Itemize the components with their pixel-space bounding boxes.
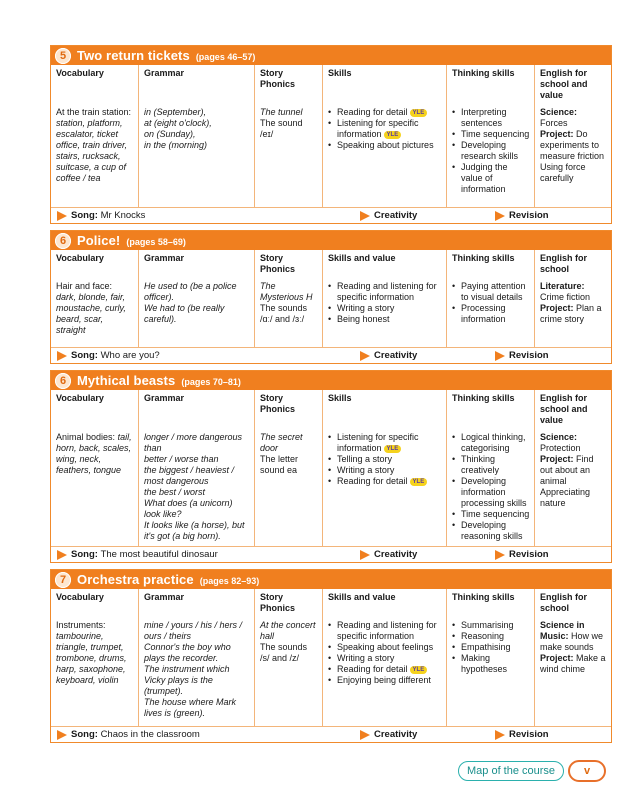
phonics-line: At the concert hall: [260, 620, 316, 641]
song-label: Song:: [71, 729, 98, 740]
content-row: [51, 277, 611, 347]
skills-list: [328, 107, 442, 151]
column-header-row: [51, 390, 611, 428]
skill-text: Telling a story: [337, 454, 393, 464]
arrow-icon: [360, 211, 370, 221]
column-header: Story Phonics: [255, 65, 323, 103]
column-header: Grammar: [139, 65, 255, 103]
column-header: Skills: [323, 65, 447, 103]
creativity-link[interactable]: [360, 549, 417, 560]
vocabulary-topic: Instruments:: [56, 620, 106, 630]
skill-text: Enjoying being different: [337, 675, 431, 685]
skill-item: [328, 314, 442, 325]
thinking-item: • Summarising: [452, 620, 530, 631]
phonics-cell: [255, 616, 323, 726]
school-entry: [540, 653, 607, 675]
thinking-item: • Empathising: [452, 642, 530, 653]
skills-cell: [323, 277, 447, 347]
grammar-line: mine / yours / his / hers / ours / theirs: [144, 620, 243, 641]
thinking-list: [452, 107, 530, 195]
revision-link[interactable]: [495, 729, 549, 740]
grammar-line: He used to (be a police officer).: [144, 281, 237, 302]
skill-item: [328, 107, 442, 118]
revision-link[interactable]: [495, 210, 549, 221]
thinking-item: • Developing research skills: [452, 140, 530, 162]
school-label: Project:: [540, 303, 574, 313]
content-row: [51, 428, 611, 546]
school-cell: [535, 277, 611, 347]
skill-item: [328, 653, 442, 664]
arrow-icon: [495, 351, 505, 361]
creativity-label: Creativity: [374, 549, 418, 560]
school-label: Science:: [540, 107, 578, 117]
unit-number-badge: 6: [55, 233, 71, 249]
skill-text: Listening for specific information: [337, 118, 419, 139]
column-header: English for school: [540, 592, 587, 613]
arrow-icon: [360, 550, 370, 560]
school-entry: [540, 107, 607, 129]
column-header: Story Phonics: [255, 589, 323, 616]
page-number: v: [568, 760, 606, 782]
revision-link[interactable]: [495, 350, 549, 361]
school-label: Literature:: [540, 281, 585, 291]
thinking-item: • Time sequencing: [452, 129, 530, 140]
grammar-line: longer / more dangerous than: [144, 432, 243, 453]
grammar-line: better / worse than: [144, 454, 219, 464]
unit-title: Mythical beasts: [77, 373, 176, 388]
skill-item: [328, 642, 442, 653]
vocabulary-words: tambourine, triangle, trumpet, trombone, drums, harp, saxophone, keyboard, violin: [56, 631, 127, 685]
grammar-line: in (September),: [144, 107, 207, 117]
arrow-icon: [57, 211, 67, 221]
skill-text: Writing a story: [337, 303, 395, 313]
grammar-line: Connor's the boy who plays the recorder.: [144, 642, 231, 663]
arrow-icon: [57, 730, 67, 740]
vocabulary-cell: [51, 277, 139, 347]
column-header: Vocabulary: [51, 589, 139, 616]
thinking-cell: [447, 428, 535, 546]
phonics-cell: [255, 428, 323, 546]
school-text: Appreciating nature: [540, 487, 591, 508]
skill-item: [328, 140, 442, 151]
skill-item: [328, 454, 442, 465]
grammar-line: on (Sunday),: [144, 129, 196, 139]
unit-footer: [51, 347, 611, 363]
skill-text: Reading for detail: [337, 107, 408, 117]
content-row: [51, 103, 611, 207]
creativity-link[interactable]: [360, 350, 417, 361]
map-of-course-link[interactable]: Map of the course: [458, 761, 564, 781]
song-link[interactable]: [57, 729, 200, 740]
school-entry: [540, 620, 607, 653]
skill-item: [328, 432, 442, 454]
grammar-line: the biggest / heaviest / most dangerous: [144, 465, 235, 486]
school-text: Protection: [540, 443, 581, 453]
skill-text: Writing a story: [337, 465, 395, 475]
school-label: Project:: [540, 454, 574, 464]
phonics-line: /eɪ/: [260, 129, 274, 139]
creativity-label: Creativity: [374, 210, 418, 221]
unit-header: [51, 46, 611, 65]
song-label: Song:: [71, 549, 98, 560]
unit-header: [51, 371, 611, 390]
arrow-icon: [495, 211, 505, 221]
phonics-line: The tunnel: [260, 107, 303, 117]
unit-number-badge: 6: [55, 373, 71, 389]
skill-item: [328, 675, 442, 686]
unit-number-badge: 7: [55, 572, 71, 588]
unit-header: [51, 231, 611, 250]
vocabulary-words: dark, blonde, fair, moustache, curly, beard, scar, straight: [56, 292, 126, 335]
school-text: Make a wind chime: [540, 653, 606, 674]
column-header: English for school and value: [540, 68, 588, 100]
revision-label: Revision: [509, 350, 549, 361]
school-text: Plan a crime story: [540, 303, 602, 324]
column-header: Skills: [323, 390, 447, 428]
skill-text: Reading and listening for specific information: [337, 281, 437, 302]
creativity-link[interactable]: [360, 729, 417, 740]
vocabulary-words: station, platform, escalator, ticket office, train driver, stairs, rucksack, suitcase, a cup of coffee / tea: [56, 118, 128, 183]
skill-text: Reading and listening for specific information: [337, 620, 437, 641]
grammar-line: the best / worst: [144, 487, 206, 497]
column-header: Skills and value: [323, 250, 447, 277]
unit-section: [50, 230, 612, 364]
school-text: Do experiments to measure friction: [540, 129, 605, 161]
grammar-line: in the (morning): [144, 140, 208, 150]
column-header: Story Phonics: [255, 390, 323, 428]
creativity-label: Creativity: [374, 729, 418, 740]
phonics-line: The sounds: [260, 303, 308, 313]
skill-item: [328, 281, 442, 303]
skill-text: Speaking about feelings: [337, 642, 434, 652]
school-text: Find out about an animal: [540, 454, 594, 486]
thinking-item: • Time sequencing: [452, 509, 530, 520]
column-header: Grammar: [139, 589, 255, 616]
phonics-line: The sound: [260, 118, 303, 128]
thinking-item: • Processing information: [452, 303, 530, 325]
skill-text: Being honest: [337, 314, 390, 324]
school-text: Forces: [540, 118, 568, 128]
phonics-line: The sounds: [260, 642, 308, 652]
thinking-cell: [447, 103, 535, 207]
song-link[interactable]: [57, 210, 145, 221]
unit-section: [50, 370, 612, 563]
phonics-cell: [255, 103, 323, 207]
unit-footer: [51, 207, 611, 223]
skill-item: [328, 118, 442, 140]
skills-cell: [323, 428, 447, 546]
thinking-item: • Logical thinking, categorising: [452, 432, 530, 454]
school-cell: [535, 103, 611, 207]
thinking-item: • Paying attention to visual details: [452, 281, 530, 303]
yle-badge: YLE: [384, 445, 402, 453]
phonics-line: The letter: [260, 454, 299, 464]
thinking-list: [452, 620, 530, 675]
column-header: Vocabulary: [51, 390, 139, 428]
column-header-row: [51, 65, 611, 103]
phonics-line: The secret door: [260, 432, 303, 453]
skills-list: [328, 281, 442, 325]
unit-footer: [51, 546, 611, 562]
school-entry: [540, 162, 607, 184]
school-entry: [540, 432, 607, 454]
vocabulary-topic: Animal bodies:: [56, 432, 116, 442]
unit-title: Two return tickets: [77, 48, 190, 63]
song-label: Song:: [71, 350, 98, 361]
song-title: Mr Knocks: [100, 210, 146, 221]
phonics-line: /s/ and /z/: [260, 653, 300, 663]
unit-pages: (pages 46–57): [195, 51, 256, 62]
content-row: [51, 616, 611, 726]
skill-text: Reading for detail: [337, 476, 408, 486]
school-label: Science:: [540, 432, 578, 442]
grammar-cell: [139, 616, 255, 726]
school-label: Science in Music:: [540, 620, 585, 641]
school-cell: [535, 428, 611, 546]
skills-cell: [323, 616, 447, 726]
column-header: Thinking skills: [447, 390, 535, 428]
column-header: Grammar: [139, 390, 255, 428]
bottom-nav: [458, 760, 606, 782]
thinking-item: • Interpreting sentences: [452, 107, 530, 129]
thinking-item: • Developing information processing skills: [452, 476, 530, 509]
grammar-line: The house where Mark lives is (green).: [144, 697, 237, 718]
grammar-line: We had to (be really careful).: [144, 303, 225, 324]
unit-pages: (pages 70–81): [181, 376, 241, 387]
course-map: [50, 45, 612, 749]
skills-list: [328, 620, 442, 686]
column-header: Grammar: [139, 250, 255, 277]
grammar-line: It looks like (a horse), but it's got (a big horn).: [144, 520, 245, 541]
yle-badge: YLE: [410, 478, 428, 486]
grammar-line: The instrument which Vicky plays is the (trumpet).: [144, 664, 230, 696]
vocabulary-topic: Hair and face:: [56, 281, 113, 291]
phonics-line: The Mysterious H: [260, 281, 313, 302]
vocabulary-topic: At the train station:: [56, 107, 132, 117]
song-title: Chaos in the classroom: [100, 729, 200, 740]
skill-text: Writing a story: [337, 653, 395, 663]
column-header: English for school: [540, 253, 587, 274]
grammar-line: at (eight o'clock),: [144, 118, 212, 128]
column-header-row: [51, 250, 611, 277]
vocabulary-cell: [51, 616, 139, 726]
school-text: Crime fiction: [540, 292, 591, 302]
phonics-line: /ɑː/ and /ɜː/: [260, 314, 305, 324]
unit-footer: [51, 726, 611, 742]
revision-label: Revision: [509, 729, 549, 740]
thinking-cell: [447, 616, 535, 726]
song-link[interactable]: [57, 350, 160, 361]
school-entry: [540, 129, 607, 162]
yle-badge: YLE: [384, 131, 402, 139]
thinking-item: • Judging the value of information: [452, 162, 530, 195]
thinking-item: • Developing reasoning skills: [452, 520, 530, 542]
unit-pages: (pages 82–93): [199, 575, 260, 586]
thinking-item: • Making hypotheses: [452, 653, 530, 675]
revision-link[interactable]: [495, 549, 549, 560]
vocabulary-cell: [51, 428, 139, 546]
column-header: Thinking skills: [447, 250, 535, 277]
skill-text: Speaking about pictures: [337, 140, 434, 150]
school-entry: [540, 454, 607, 487]
revision-label: Revision: [509, 210, 549, 221]
unit-title: Police!: [77, 233, 121, 248]
column-header: Story Phonics: [255, 250, 323, 277]
unit-pages: (pages 58–69): [126, 236, 186, 247]
song-title: Who are you?: [100, 350, 160, 361]
yle-badge: YLE: [410, 666, 428, 674]
thinking-list: [452, 281, 530, 325]
school-entry: [540, 487, 607, 509]
unit-section: [50, 569, 612, 743]
column-header: Thinking skills: [447, 65, 535, 103]
school-entry: [540, 281, 607, 303]
skills-list: [328, 432, 442, 487]
grammar-cell: [139, 428, 255, 546]
school-text: How we make sounds: [540, 631, 604, 652]
skill-item: [328, 303, 442, 314]
column-header: Thinking skills: [447, 589, 535, 616]
thinking-cell: [447, 277, 535, 347]
revision-label: Revision: [509, 549, 549, 560]
grammar-line: What does (a unicorn) look like?: [144, 498, 233, 519]
column-header: Vocabulary: [51, 250, 139, 277]
skill-item: [328, 465, 442, 476]
unit-number-badge: 5: [55, 48, 71, 64]
skill-text: Reading for detail: [337, 664, 408, 674]
vocabulary-words: tail, horn, back, scales, wing, neck, feathers, tongue: [56, 432, 132, 475]
skill-item: [328, 620, 442, 642]
vocabulary-cell: [51, 103, 139, 207]
arrow-icon: [495, 730, 505, 740]
arrow-icon: [360, 730, 370, 740]
grammar-cell: [139, 103, 255, 207]
song-title: The most beautiful dinosaur: [100, 549, 218, 560]
phonics-line: sound ea: [260, 465, 298, 475]
song-link[interactable]: [57, 549, 218, 560]
column-header: Skills and value: [323, 589, 447, 616]
unit-section: [50, 45, 612, 224]
school-text: Using force carefully: [540, 162, 586, 183]
column-header-row: [51, 589, 611, 616]
song-label: Song:: [71, 210, 98, 221]
skill-item: [328, 664, 442, 675]
thinking-list: [452, 432, 530, 542]
skill-item: [328, 476, 442, 487]
creativity-link[interactable]: [360, 210, 417, 221]
unit-header: [51, 570, 611, 589]
grammar-cell: [139, 277, 255, 347]
phonics-cell: [255, 277, 323, 347]
arrow-icon: [57, 550, 67, 560]
school-label: Project:: [540, 129, 574, 139]
unit-title: Orchestra practice: [77, 572, 194, 587]
creativity-label: Creativity: [374, 350, 418, 361]
skill-text: Listening for specific information: [337, 432, 419, 453]
arrow-icon: [495, 550, 505, 560]
thinking-item: • Thinking creatively: [452, 454, 530, 476]
skills-cell: [323, 103, 447, 207]
yle-badge: YLE: [410, 109, 428, 117]
school-entry: [540, 303, 607, 325]
school-cell: [535, 616, 611, 726]
school-label: Project:: [540, 653, 574, 663]
column-header: Vocabulary: [51, 65, 139, 103]
arrow-icon: [57, 351, 67, 361]
thinking-item: • Reasoning: [452, 631, 530, 642]
column-header: English for school and value: [540, 393, 588, 425]
arrow-icon: [360, 351, 370, 361]
